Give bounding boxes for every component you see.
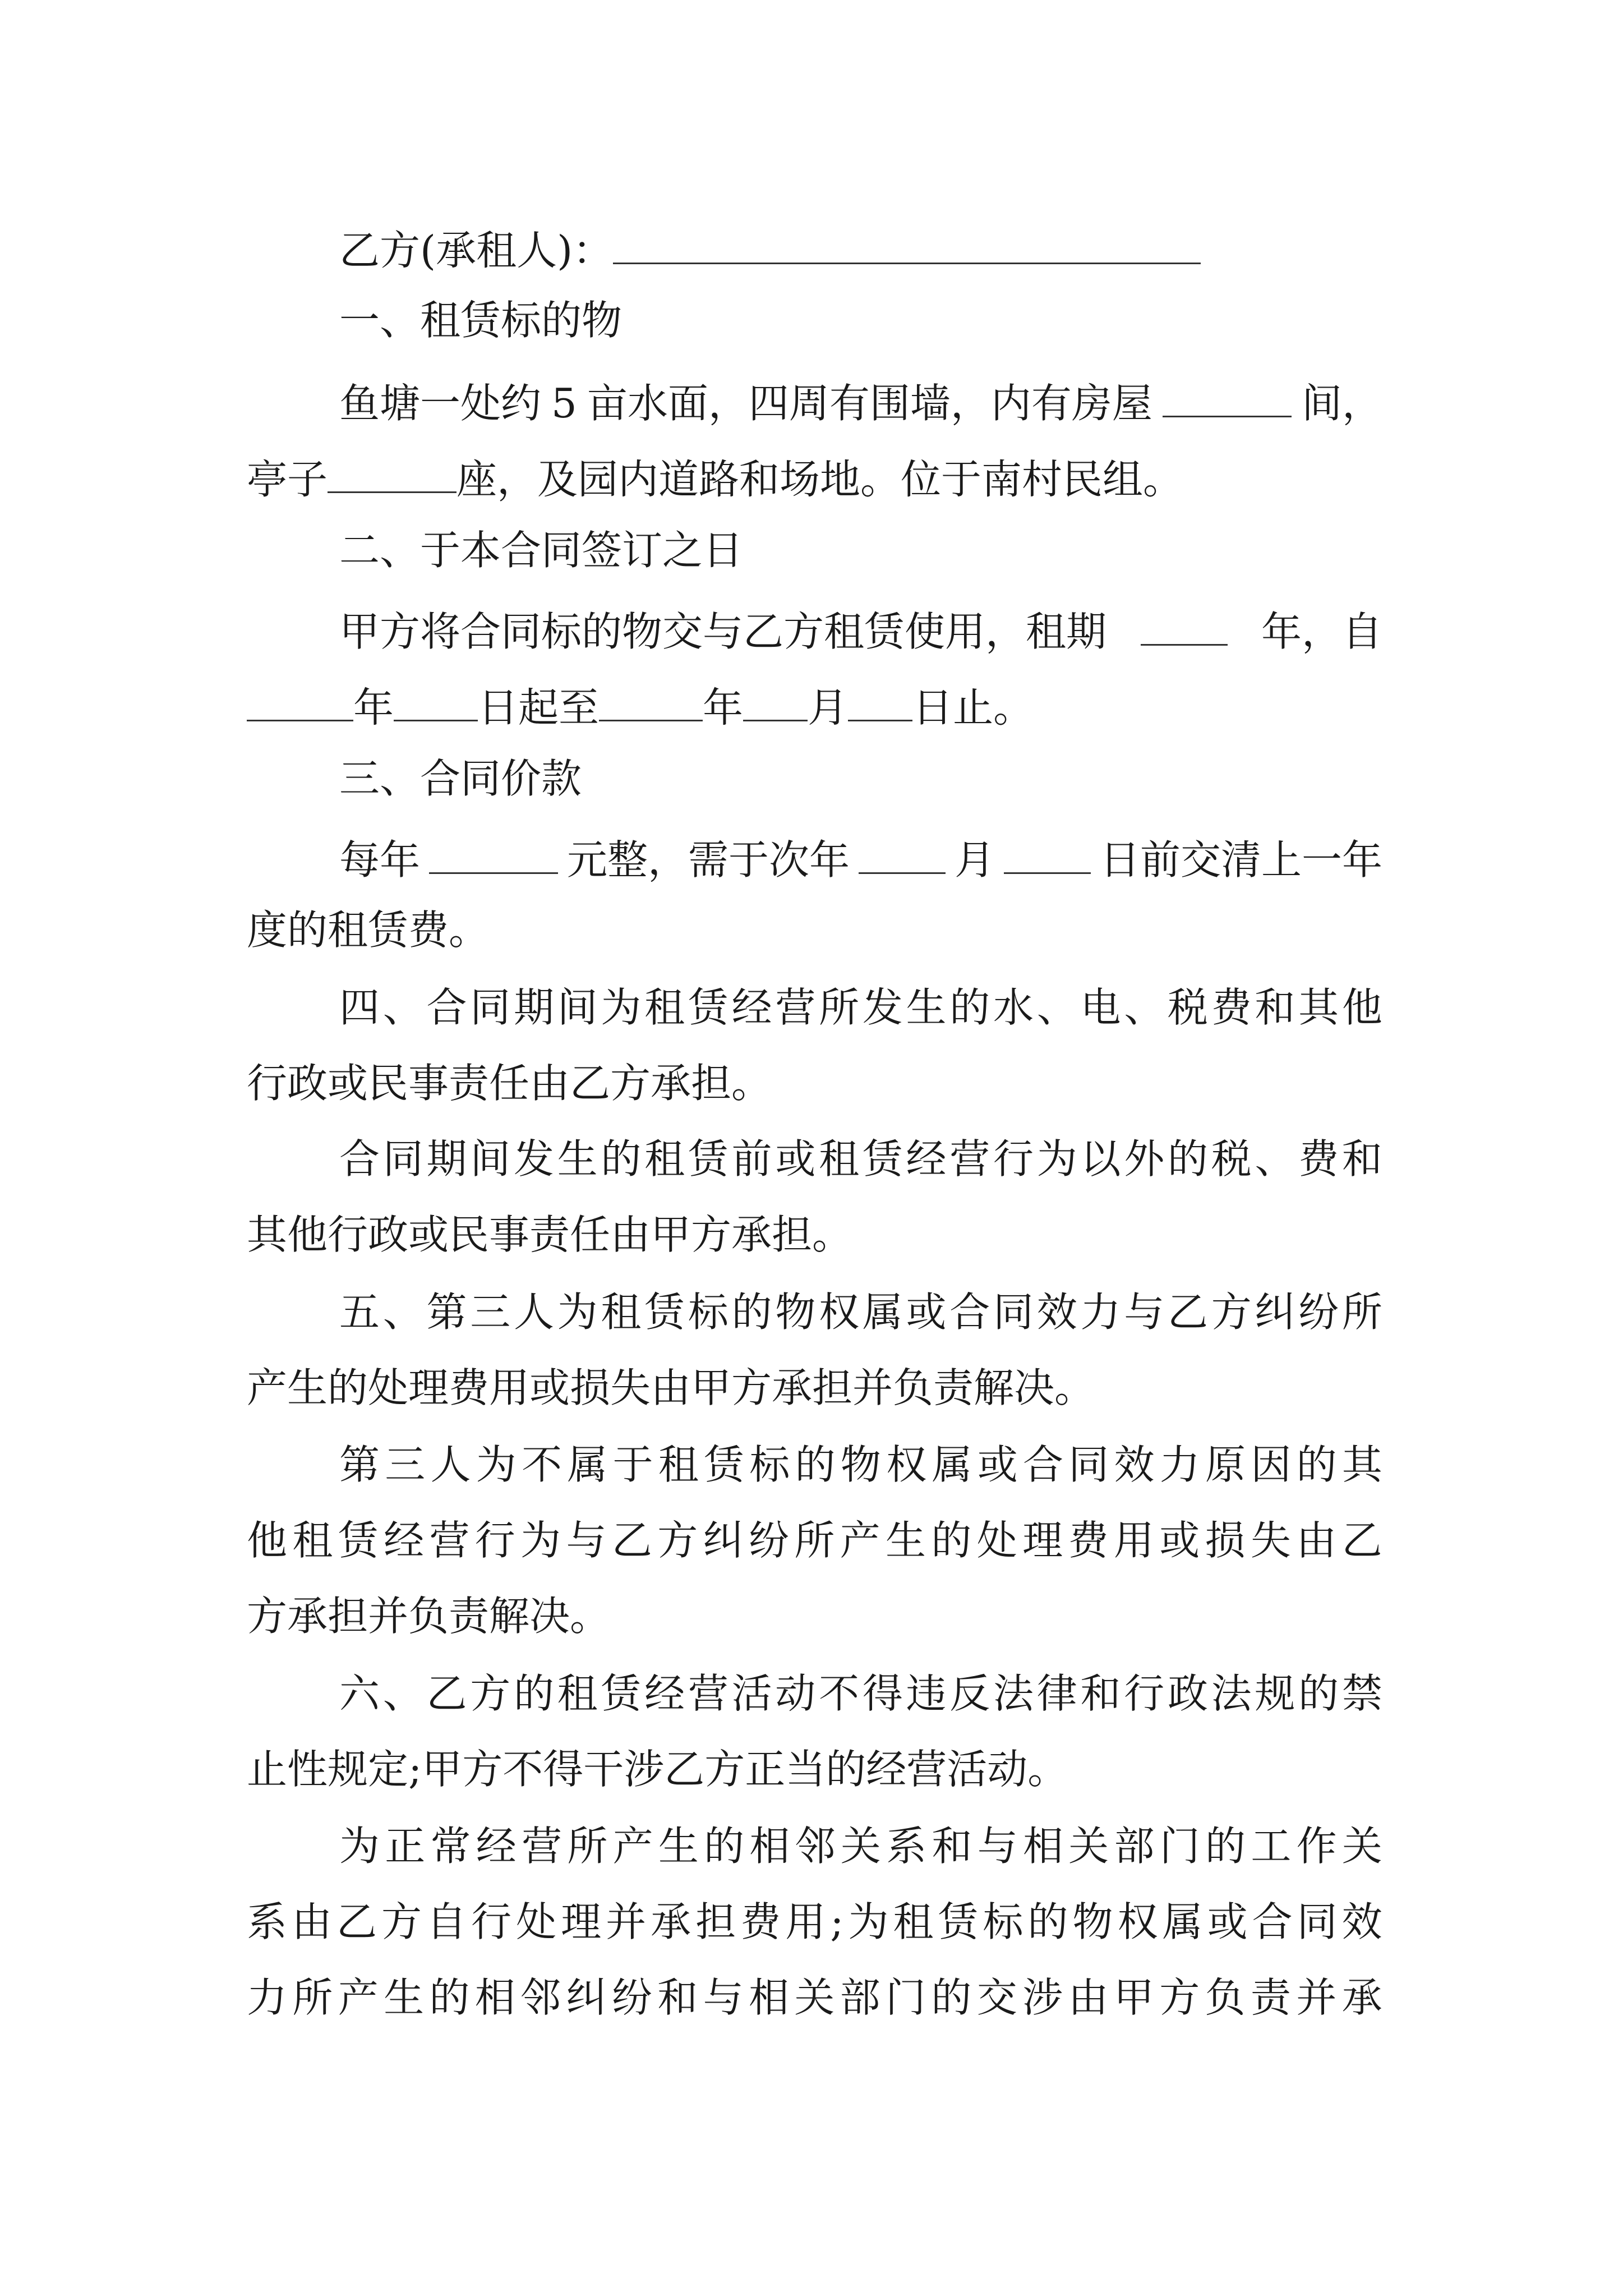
text-segment: 座，及园内道路和场地。位于南村民组。 — [457, 455, 1184, 503]
text-segment: 月 — [954, 836, 995, 884]
blank-due-day — [1004, 834, 1091, 874]
section-4-p2-line-1 — [339, 1135, 1382, 1182]
section-1-heading: 一、租赁标的物 — [339, 297, 623, 344]
text-segment: 年 — [353, 684, 394, 731]
section-5-p2-line-3: 方承担并负责解决。 — [247, 1593, 611, 1640]
text-segment: 六 、 乙 方 的 租 赁 经 营 活 动 不 得 违 反 法 律 和 行 政 法 规 的 禁 — [339, 1670, 1382, 1717]
section-5-p1-line-2: 产生的处理费用或损失由甲方承担并负责解决。 — [247, 1364, 1095, 1411]
section-6-p1-line-2: 止性规定;甲方不得干涉乙方正当的经营活动。 — [247, 1746, 1068, 1793]
text-segment: 日前交清上一年 — [1099, 836, 1382, 884]
section-4-p1-line-2: 行政或民事责任由乙方承担。 — [247, 1060, 772, 1107]
text-segment: 间， — [1301, 380, 1382, 427]
section-4-p2-line-2: 其他行政或民事责任由甲方承担。 — [247, 1211, 853, 1258]
blank-annual-amount — [429, 834, 558, 874]
section-1-line-2 — [247, 453, 1184, 503]
text-segment: 月 — [808, 684, 849, 731]
text-segment: 力 所 产 生 的 相 邻 纠 纷 和 与 相 关 部 门 的 交 涉 由 甲 方 负 责 并 承 — [247, 1974, 1382, 2021]
section-1-line-1 — [339, 378, 1382, 427]
party-b-blank — [613, 224, 1201, 264]
text-segment: 亭子 — [247, 455, 328, 503]
section-6-p2-line-3 — [247, 1974, 1382, 2021]
text-segment: 第 三 人 为 不 属 于 租 赁 标 的 物 权 属 或 合 同 效 力 原 因 的 其 — [339, 1441, 1382, 1488]
text-segment: 系 由 乙 方 自 行 处 理 并 承 担 费 用 ; 为 租 赁 标 的 物 权 属 或 合 同 效 — [247, 1898, 1382, 1945]
blank-end-month — [743, 682, 808, 721]
section-3-line-2: 度的租赁费。 — [247, 907, 490, 954]
text-segment: 亩水面，四周有围墙，内有房屋 — [587, 380, 1152, 427]
text-segment: 他 租 赁 经 营 行 为 与 乙 方 纠 纷 所 产 生 的 处 理 费 用 或 损 失 由 乙 — [247, 1517, 1382, 1564]
section-6-p1-line-1 — [339, 1670, 1382, 1717]
blank-rooms — [1163, 378, 1292, 417]
text-segment: 日止。 — [912, 684, 1034, 731]
text-segment: 元整，需于次年 — [566, 836, 850, 884]
text-segment: 年，自 — [1261, 608, 1382, 656]
section-3-heading: 三、合同价款 — [339, 755, 582, 802]
party-b-line — [339, 224, 1201, 274]
section-4-p1-line-1 — [339, 984, 1382, 1031]
text-segment: 鱼塘一处约 — [339, 380, 542, 427]
text-segment: 四 、 合 同 期 间 为 租 赁 经 营 所 发 生 的 水 、 电 、 税 费 和 其 他 — [339, 984, 1382, 1031]
text-segment: 为 正 常 经 营 所 产 生 的 相 邻 关 系 和 与 相 关 部 门 的 工 作 关 — [339, 1823, 1382, 1870]
text-segment: 甲方将合同标的物交与乙方租赁使用，租期 — [339, 608, 1107, 656]
section-2-line-1 — [339, 606, 1382, 656]
blank-pavilions — [328, 453, 457, 493]
section-6-p2-line-2 — [247, 1898, 1382, 1945]
section-5-p2-line-2 — [247, 1517, 1382, 1564]
blank-start-day — [394, 682, 478, 721]
text-segment: 年 — [703, 684, 744, 731]
section-5-p1-line-1 — [339, 1289, 1382, 1336]
party-b-label: 乙方(承租人)： — [339, 227, 614, 274]
section-3-line-1 — [339, 834, 1382, 884]
section-5-p2-line-1 — [339, 1441, 1382, 1488]
text-segment: 5 — [551, 380, 577, 427]
text-segment: 每年 — [339, 836, 421, 884]
section-2-heading: 二、于本合同签订之日 — [339, 527, 744, 574]
section-6-p2-line-1 — [339, 1823, 1382, 1870]
blank-end-day — [848, 682, 912, 721]
blank-start-year — [247, 682, 353, 721]
blank-due-month — [859, 834, 946, 874]
text-segment: 合 同 期 间 发 生 的 租 赁 前 或 租 赁 经 营 行 为 以 外 的 税 、 费 和 — [339, 1135, 1382, 1182]
blank-end-year — [599, 682, 703, 721]
text-segment: 日起至 — [478, 684, 600, 731]
section-2-line-2 — [247, 682, 1034, 731]
blank-lease-years — [1141, 606, 1228, 646]
text-segment: 五 、 第 三 人 为 租 赁 标 的 物 权 属 或 合 同 效 力 与 乙 方 纠 纷 所 — [339, 1289, 1382, 1336]
